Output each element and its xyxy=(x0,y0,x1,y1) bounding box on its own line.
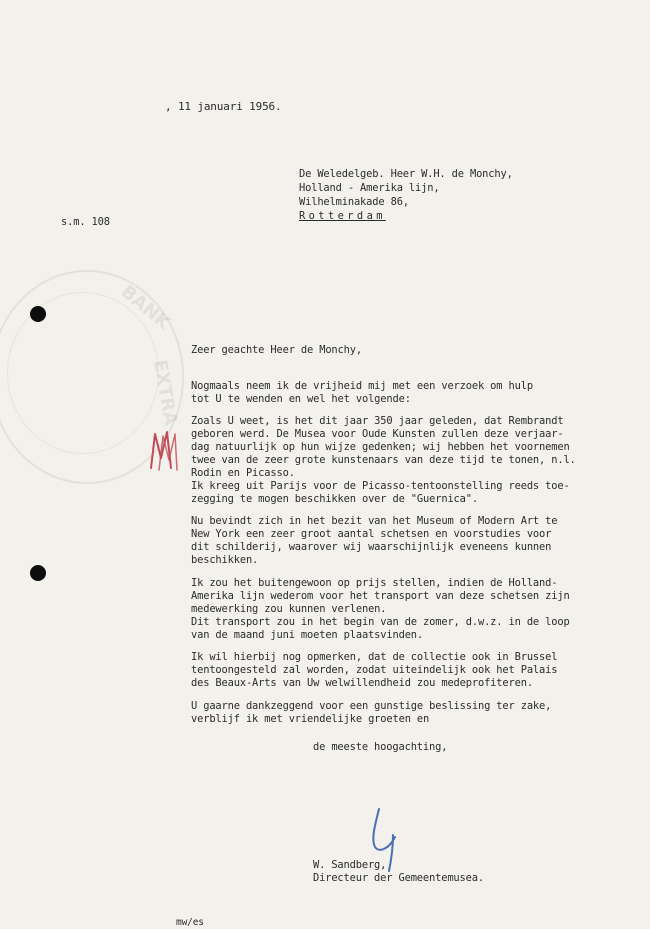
recipient-city: Rotterdam xyxy=(299,210,386,222)
letter-date: , 11 januari 1956. xyxy=(165,100,282,113)
paragraph-2-line-7: zegging te mogen beschikken over de "Guernica". xyxy=(191,493,478,505)
paragraph-6-line-2: verblijf ik met vriendelijke groeten en xyxy=(191,713,430,725)
paragraph-5-line-2: tentoongesteld zal worden, zodat uiteindelijk ook het Palais xyxy=(191,664,558,676)
paragraph-2-line-4: twee van de zeer grote kunstenaars van deze tijd te tonen, n.l. xyxy=(191,454,576,466)
paragraph-2-line-6: Ik kreeg uit Parijs voor de Picasso-tentoonstelling reeds toe- xyxy=(191,480,570,492)
stamp-text-lower: EXTRA xyxy=(149,358,182,427)
paragraph-2-line-3: dag natuurlijk op hun wijze gedenken; wij hebben het voornemen xyxy=(191,441,570,453)
paragraph-4-line-4: Dit transport zou in het begin van de zomer, d.w.z. in de loop xyxy=(191,616,570,628)
recipient-line-3: Wilhelminakade 86, xyxy=(299,196,409,208)
paragraph-2-line-5: Rodin en Picasso. xyxy=(191,467,295,479)
paragraph-4-line-5: van de maand juni moeten plaatsvinden. xyxy=(191,629,424,641)
punch-hole-top xyxy=(30,306,46,322)
paragraph-3-line-4: beschikken. xyxy=(191,554,259,566)
paragraph-4-line-1: Ik zou het buitengewoon op prijs stellen, indien de Holland- xyxy=(191,577,558,589)
signatory-name: W. Sandberg, xyxy=(313,859,387,871)
paragraph-1-line-1: Nogmaals neem ik de vrijheid mij met een verzoek om hulp xyxy=(191,380,533,392)
paragraph-3-line-1: Nu bevindt zich in het bezit van het Museum of Modern Art te xyxy=(191,515,558,527)
recipient-line-2: Holland - Amerika lijn, xyxy=(299,182,440,194)
paragraph-3-line-3: dit schilderij, waarover wij waarschijnlijk eveneens kunnen xyxy=(191,541,552,553)
salutation: Zeer geachte Heer de Monchy, xyxy=(191,344,362,356)
typist-initials: mw/es xyxy=(176,917,204,928)
stamp-text: BANK xyxy=(116,281,174,334)
paragraph-4-line-3: medewerking zou kunnen verlenen. xyxy=(191,603,387,615)
recipient-line-1: De Weledelgeb. Heer W.H. de Monchy, xyxy=(299,168,513,180)
punch-hole-bottom xyxy=(30,565,46,581)
handwritten-margin-mark-icon xyxy=(145,428,185,472)
paragraph-5-line-3: des Beaux-Arts van Uw welwillendheid zou medeprofiteren. xyxy=(191,677,533,689)
paragraph-5-line-1: Ik wil hierbij nog opmerken, dat de collectie ook in Brussel xyxy=(191,651,558,663)
paragraph-2-line-1: Zoals U weet, is het dit jaar 350 jaar geleden, dat Rembrandt xyxy=(191,415,564,427)
paragraph-2-line-2: geboren werd. De Musea voor Oude Kunsten zullen deze verjaar- xyxy=(191,428,564,440)
closing: de meeste hoogachting, xyxy=(313,741,448,753)
paragraph-4-line-2: Amerika lijn wederom voor het transport van deze schetsen zijn xyxy=(191,590,570,602)
paragraph-6-line-1: U gaarne dankzeggend voor een gunstige beslissing ter zake, xyxy=(191,700,552,712)
paragraph-1-line-2: tot U te wenden en wel het volgende: xyxy=(191,393,411,405)
paragraph-3-line-2: New York een zeer groot aantal schetsen en voorstudies voor xyxy=(191,528,552,540)
signatory-title: Directeur der Gemeentemusea. xyxy=(313,872,484,884)
reference-number: s.m. 108 xyxy=(61,216,110,228)
